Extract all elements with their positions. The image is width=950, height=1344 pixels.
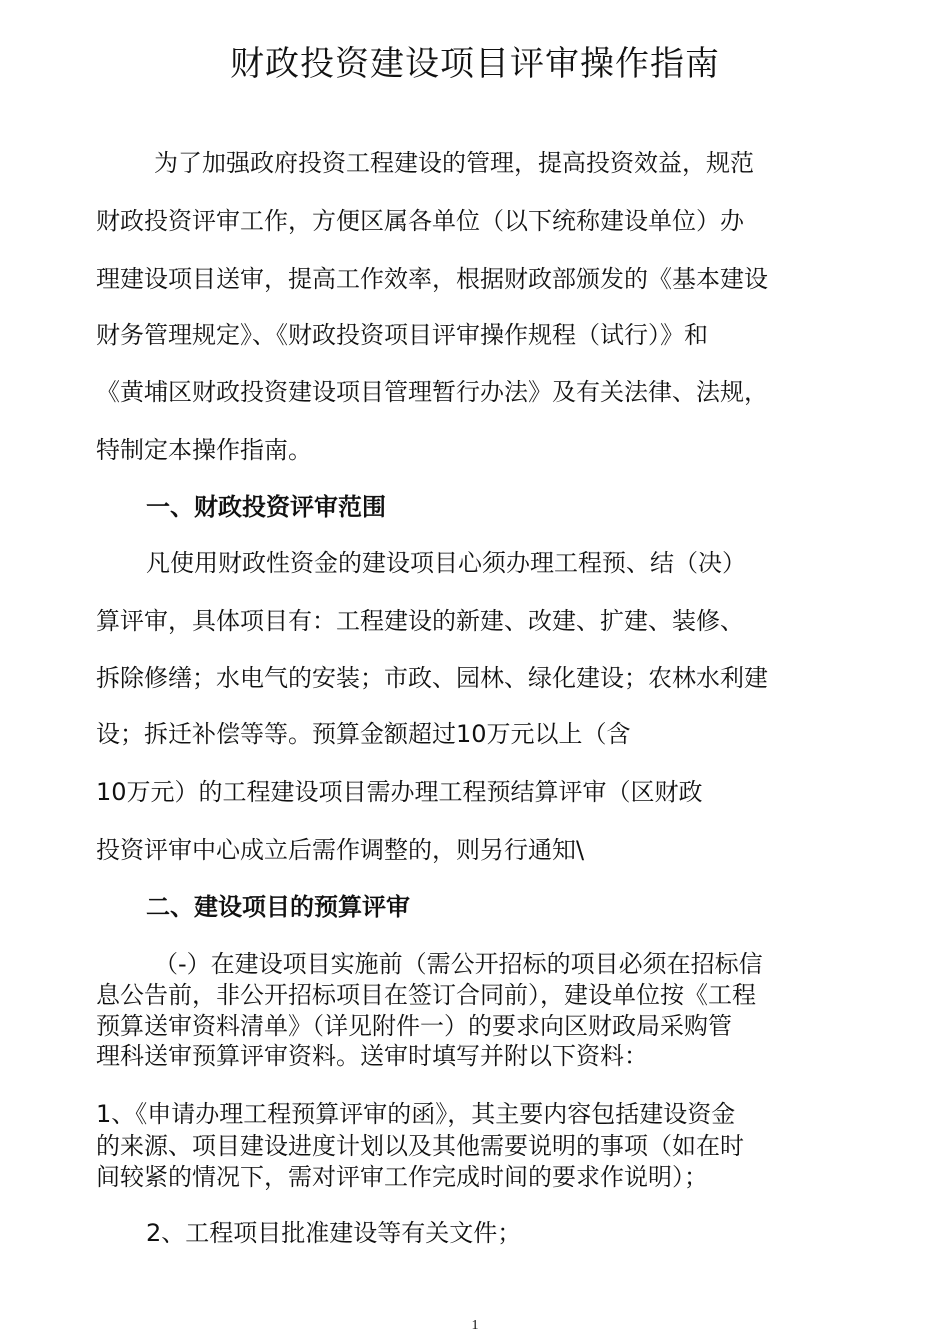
intro-line-5: 《黄埔区财政投资建设项目管理暂行办法》及有关法律、法规， (96, 378, 768, 406)
section1-line-4: 设；拆迁补偿等等。预算金额超过10万元以上（含 (96, 720, 631, 748)
section2-heading: 二、建设项目的预算评审 (146, 893, 410, 921)
item1-line-3: 间较紧的情况下，需对评审工作完成时间的要求作说明）； (96, 1163, 708, 1191)
document-title: 财政投资建设项目评审操作指南 (230, 44, 720, 84)
section1-heading: 一、财政投资评审范围 (146, 493, 386, 521)
item1-line-1: 1、《申请办理工程预算评审的函》，其主要内容包括建设资金 (96, 1100, 736, 1128)
intro-line-6: 特制定本操作指南。 (96, 436, 312, 464)
item1-line-2: 的来源、项目建设进度计划以及其他需要说明的事项（如在时 (96, 1132, 744, 1160)
intro-line-4: 财务管理规定》、《财政投资项目评审操作规程（试行）》和 (96, 321, 708, 349)
intro-line-3: 理建设项目送审，提高工作效率，根据财政部颁发的《基本建设 (96, 265, 768, 293)
section1-line-1: 凡使用财政性资金的建设项目心须办理工程预、结（决） (146, 549, 746, 577)
section1-line-5: 10万元）的工程建设项目需办理工程预结算评审（区财政 (96, 778, 703, 806)
section1-line-6: 投资评审中心成立后需作调整的，则另行通知\ (96, 836, 585, 864)
section2-para1-line-1: （-）在建设项目实施前（需公开招标的项目必须在招标信 (154, 950, 763, 978)
page-number: 1 (471, 1318, 479, 1333)
section1-line-3: 拆除修缮；水电气的安装；市政、园林、绿化建设；农林水利建 (96, 664, 768, 692)
section2-para1-line-4: 理科送审预算评审资料。送审时填写并附以下资料： (96, 1042, 648, 1070)
section1-line-2: 算评审，具体项目有：工程建设的新建、改建、扩建、装修、 (96, 607, 744, 635)
intro-line-2: 财政投资评审工作，方便区属各单位（以下统称建设单位）办 (96, 207, 744, 235)
section2-para1-line-2: 息公告前，非公开招标项目在签订合同前），建设单位按《工程 (96, 981, 756, 1009)
intro-line-1: 为了加强政府投资工程建设的管理，提高投资效益，规范 (154, 149, 754, 177)
item2-line: 2、工程项目批准建设等有关文件； (146, 1219, 522, 1247)
section2-para1-line-3: 预算送审资料清单》（详见附件一）的要求向区财政局采购管 (96, 1012, 732, 1040)
